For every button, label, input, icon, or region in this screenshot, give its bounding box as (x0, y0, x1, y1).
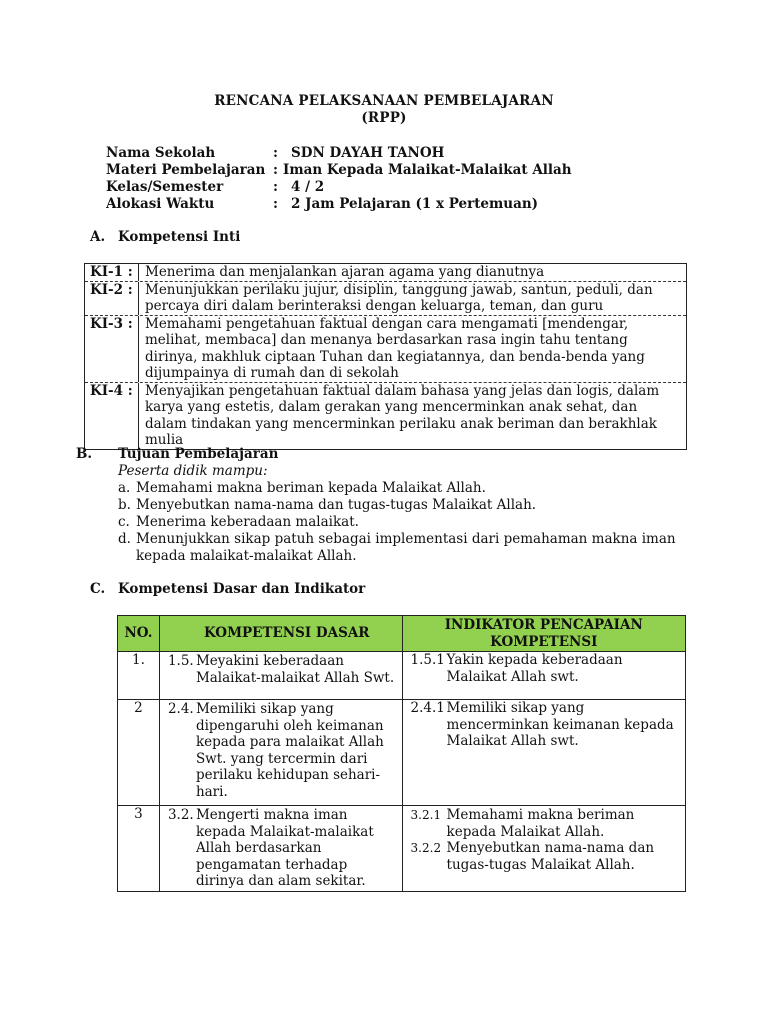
kd-text: Memiliki sikap yang dipengaruhi oleh keimanan kepada para malaikat Allah Swt. yang tercermin dari perilaku kehidupan sehari-hari. (195, 701, 384, 800)
column-header-indikator: INDIKATOR PENCAPAIAN KOMPETENSI (402, 616, 685, 652)
document-subtitle: (RPP) (361, 110, 407, 126)
section-b-title: Tujuan Pembelajaran (118, 446, 279, 462)
indicator-text: Memiliki sikap yang mencerminkan keimanan kepada Malaikat Allah swt. (446, 700, 674, 749)
info-label: Materi Pembelajaran (106, 162, 266, 178)
row-number: 1. (118, 652, 160, 700)
indicator-text: Menyebutkan nama-nama dan tugas-tugas Malaikat Allah. (446, 840, 655, 873)
objectives-intro: Peserta didik mampu: (118, 463, 268, 479)
kd-cell (159, 806, 402, 892)
info-label: Nama Sekolah (106, 145, 216, 161)
column-header-no: NO. (118, 616, 160, 652)
ki-row (85, 382, 686, 449)
indicator-text: Memahami makna beriman kepada Malaikat Allah. (446, 807, 635, 840)
section-a-title: Kompetensi Inti (118, 229, 241, 245)
list-item (118, 514, 688, 531)
list-item (118, 480, 688, 497)
ki-code: KI-4 : (85, 383, 139, 449)
info-separator: : (273, 162, 278, 178)
ki-text: Menerima dan menjalankan ajaran agama yang dianutnya (145, 264, 545, 280)
indicator-cell (402, 806, 685, 892)
kd-text: Meyakini keberadaan Malaikat-malaikat Allah Swt. (195, 653, 395, 686)
kd-cell (159, 700, 402, 806)
identity-block (106, 145, 572, 213)
table-row (118, 700, 686, 806)
list-text: Memahami makna beriman kepada Malaikat Allah. (136, 480, 486, 496)
kompetensi-dasar-table (117, 615, 686, 892)
list-text: Menyebutkan nama-nama dan tugas-tugas Malaikat Allah. (136, 497, 537, 513)
list-item (118, 497, 688, 514)
ki-text: Menyajikan pengetahuan faktual dalam bahasa yang jelas dan logis, dalam karya yang estetis, dalam gerakan yang mencerminkan anak sehat, dan dalam tindakan yang mencerminkan perilaku anak beriman dan berakhlak mulia (145, 382, 660, 448)
indicator-code: 3.2.1 (410, 808, 442, 822)
table-header-row (118, 616, 686, 652)
info-row (106, 179, 572, 196)
info-row (106, 162, 572, 179)
info-label: Alokasi Waktu (106, 196, 215, 212)
ki-text: Memahami pengetahuan faktual dengan cara mengamati [mendengar, melihat, membaca] dan menanya berdasarkan rasa ingin tahu tentang dirinya, makhluk ciptaan Tuhan dan kegiatannya, dan benda-benda yang dijumpainya di rumah dan di sekolah (145, 315, 645, 381)
kd-text: Mengerti makna iman kepada Malaikat-malaikat Allah berdasarkan pengamatan terhadap dirinya dan alam sekitar. (195, 807, 374, 889)
info-value: SDN DAYAH TANOH (291, 145, 445, 161)
ki-row (85, 264, 686, 281)
indicator-text: Yakin kepada keberadaan Malaikat Allah swt. (446, 652, 623, 685)
info-separator: : (273, 179, 278, 195)
row-number: 2 (118, 700, 160, 806)
table-row (118, 806, 686, 892)
kompetensi-inti-table (84, 263, 687, 450)
info-row (106, 145, 572, 162)
section-b-letter: B. (76, 446, 93, 462)
kd-code: 1.5. (167, 653, 194, 669)
ki-row (85, 315, 686, 382)
info-value: Iman Kepada Malaikat-Malaikat Allah (283, 162, 572, 178)
row-number: 3 (118, 806, 160, 892)
list-item (118, 531, 688, 565)
ki-row (85, 281, 686, 315)
info-value: 4 / 2 (291, 179, 325, 195)
indicator-code: 3.2.2 (410, 841, 442, 855)
ki-text: Menunjukkan perilaku jujur, disiplin, tanggung jawab, santun, peduli, dan percaya diri dalam berinteraksi dengan keluarga, teman, dan guru (145, 281, 653, 314)
indicator-cell (402, 652, 685, 700)
info-separator: : (273, 145, 278, 161)
indicator-code: 2.4.1 (410, 700, 445, 716)
table-row (118, 652, 686, 700)
ki-code: KI-2 : (85, 282, 139, 315)
info-row (106, 196, 572, 213)
list-marker: b. (118, 497, 131, 513)
list-text: Menunjukkan sikap patuh sebagai implementasi dari pemahaman makna iman kepada malaikat-malaikat Allah. (136, 531, 676, 564)
column-header-kompetensi-dasar: KOMPETENSI DASAR (159, 616, 402, 652)
section-c-title: Kompetensi Dasar dan Indikator (118, 581, 366, 597)
objectives-list (118, 480, 688, 565)
list-marker: a. (118, 480, 131, 496)
section-c-letter: C. (90, 581, 106, 597)
list-marker: d. (118, 531, 131, 547)
indicator-cell (402, 700, 685, 806)
info-value: 2 Jam Pelajaran (1 x Pertemuan) (291, 196, 539, 212)
kd-code: 3.2. (167, 807, 194, 823)
info-separator: : (273, 196, 278, 212)
list-text: Menerima keberadaan malaikat. (136, 514, 359, 530)
indicator-code: 1.5.1 (410, 652, 445, 668)
info-label: Kelas/Semester (106, 179, 224, 195)
ki-code: KI-3 : (85, 316, 139, 382)
list-marker: c. (118, 514, 130, 530)
kd-code: 2.4. (167, 701, 194, 717)
kd-cell (159, 652, 402, 700)
ki-code: KI-1 : (85, 264, 139, 281)
section-a-letter: A. (90, 229, 106, 245)
document-title: RENCANA PELAKSANAAN PEMBELAJARAN (214, 93, 554, 109)
